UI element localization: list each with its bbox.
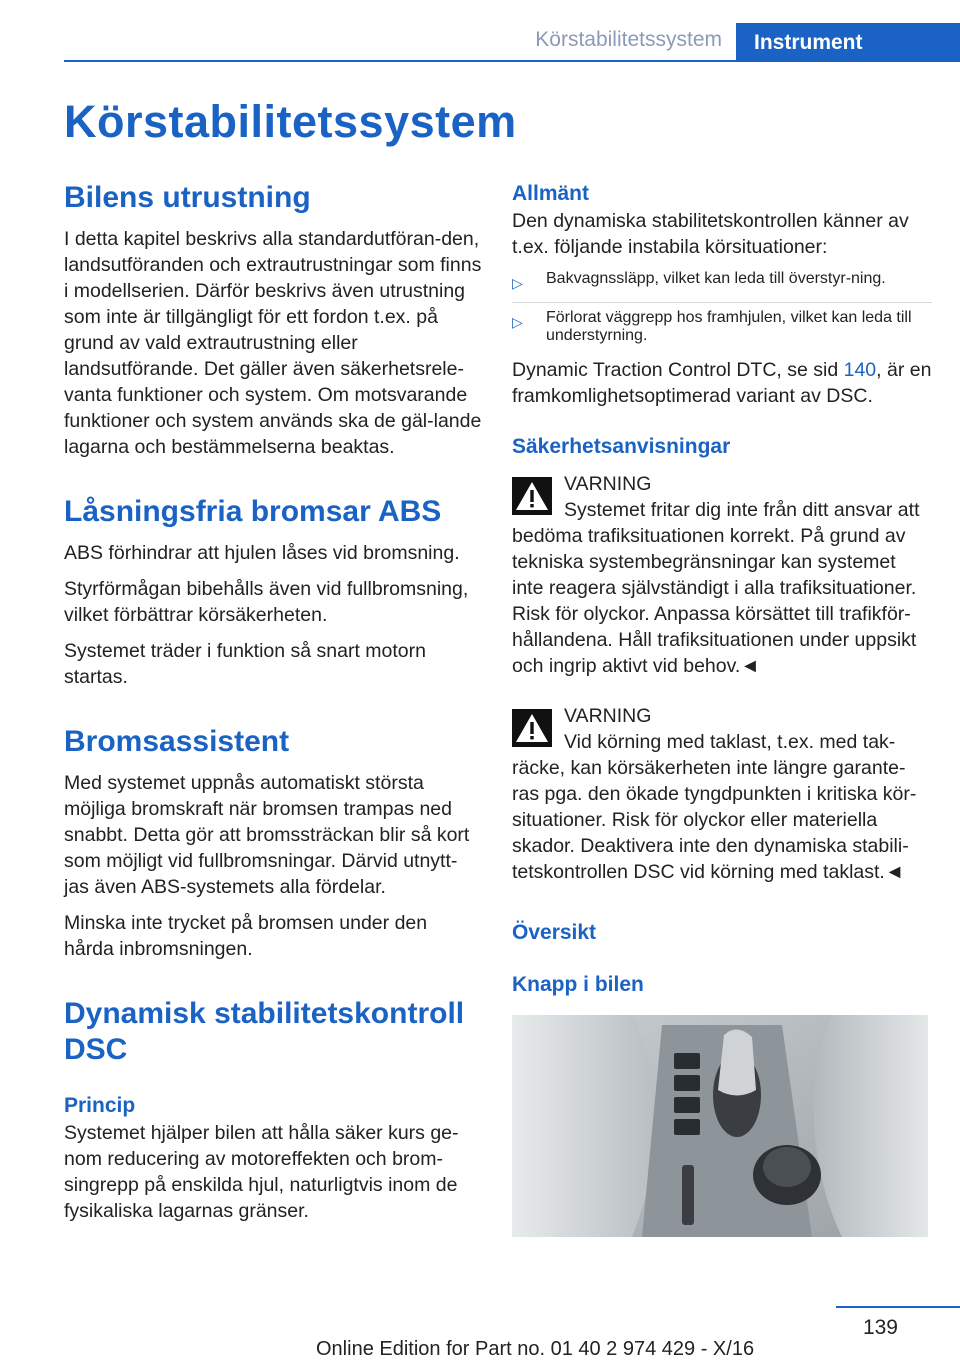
general-heading: Allmänt <box>512 182 590 205</box>
list-item-text: Bakvagnssläpp, vilket kan leda till överstyr-ning. <box>546 270 886 287</box>
warning-text: Systemet fritar dig inte från ditt ansvar att bedöma trafiksituationen korrekt. På grund av tekniska systembegränsningar kan systemet inte reagera självständigt i alla trafiksituationer. Risk för olyckor. Anpassa körsättet till trafikför-hållandena. Håll trafiksituationen under uppsikt och ingrip aktivt vid behov.◄ <box>512 499 920 677</box>
warning-block <box>512 703 932 885</box>
chapter-tab[interactable]: Instrument <box>736 23 960 62</box>
page-reference-link[interactable]: 140 <box>843 359 877 381</box>
warning-triangle-icon <box>512 477 552 515</box>
button-in-car-heading: Knapp i bilen <box>512 973 644 996</box>
principle-text: Systemet hjälper bilen att hålla säker kurs ge-nom reducering av motoreffekten och brom-singrepp på enskilda hjul, naturligtvis inom de fysikaliska lagarnas gränser. <box>64 1122 459 1222</box>
list-item-text: Förlorat väggrepp hos framhjulen, vilket kan leda till understyrning. <box>546 309 912 344</box>
abs-paragraph-2: Styrförmågan bibehålls även vid fullbromsning, vilket förbättrar körsäkerheten. <box>64 578 469 626</box>
warning-text: Vid körning med taklast, t.ex. med tak-räcke, kan körsäkerheten inte längre garante-ras pga. den ökade tyngdpunkten i kritiska kör-situationer. Risk för olyckor eller materiella skador. Deaktivera inte den dynamiska stabili-tetskontrollen DSC vid körning med taklast.◄ <box>512 731 917 883</box>
warning-block <box>512 471 932 679</box>
overview-heading: Översikt <box>512 921 597 944</box>
safety-heading: Säkerhetsanvisningar <box>512 435 731 458</box>
left-column <box>64 180 482 1224</box>
equipment-heading: Bilens utrustning <box>64 181 311 214</box>
dtc-reference <box>512 357 932 409</box>
right-column <box>512 180 932 1237</box>
equipment-text: I detta kapitel beskrivs alla standardutföran-den, landsutföranden och extrautrustningar som finns i modellserien. Därför beskrivs även utrustning som inte är tillgängligt för ett fordon t.ex. på grund av vald extrautrustning eller landsutförande. Det gäller även säkerhetsrele-vanta funktioner och system. Om motsvarande funktioner och system används ska de gäl-lande lagarna och bestämmelserna beaktas. <box>64 228 482 458</box>
dtc-text-before: Dynamic Traction Control DTC, se sid <box>512 359 844 381</box>
principle-heading: Princip <box>64 1094 136 1117</box>
page-title: Körstabilitetssystem <box>64 96 517 147</box>
footer-rule <box>836 1306 960 1308</box>
warning-label: VARNING <box>564 705 652 727</box>
page-number: 139 <box>862 1316 898 1339</box>
brake-assist-paragraph-1: Med systemet uppnås automatiskt största möjliga bromskraft när bromsen trampas ned snabbt. Detta gör att bromssträckan blir så kort som möjligt vid fullbromsningar. Därvid utnytt-jas även ABS-systemets alla fördelar. <box>64 772 470 898</box>
abs-paragraph-1: ABS förhindrar att hjulen låses vid bromsning. <box>64 542 460 564</box>
triangle-bullet-icon: ▷ <box>512 275 523 291</box>
brake-assist-heading: Bromsassistent <box>64 725 290 758</box>
dtc-text-after: , är en framkomlighetsoptimerad variant av DSC. <box>512 359 932 407</box>
warning-triangle-icon <box>512 709 552 747</box>
triangle-bullet-icon: ▷ <box>512 314 523 330</box>
brake-assist-paragraph-2: Minska inte trycket på bromsen under den hårda inbromsningen. <box>64 912 428 960</box>
warning-label: VARNING <box>564 473 652 495</box>
abs-paragraph-3: Systemet träder i funktion så snart motorn startas. <box>64 640 426 688</box>
general-intro: Den dynamiska stabilitetskontrollen känner av t.ex. följande instabila körsituationer: <box>512 210 909 258</box>
dsc-heading: Dynamisk stabilitetskontroll DSC <box>64 997 465 1066</box>
header-section-label: Körstabilitetssystem <box>535 28 722 51</box>
center-console-photo <box>512 1015 928 1237</box>
abs-heading: Låsningsfria bromsar ABS <box>64 495 442 528</box>
list-item <box>512 270 932 303</box>
list-item <box>512 309 932 351</box>
header-rule <box>64 60 960 62</box>
edition-note: Online Edition for Part no. 01 40 2 974 429 - X/16 <box>316 1338 755 1360</box>
instability-list <box>512 270 932 351</box>
page-header <box>0 0 960 62</box>
